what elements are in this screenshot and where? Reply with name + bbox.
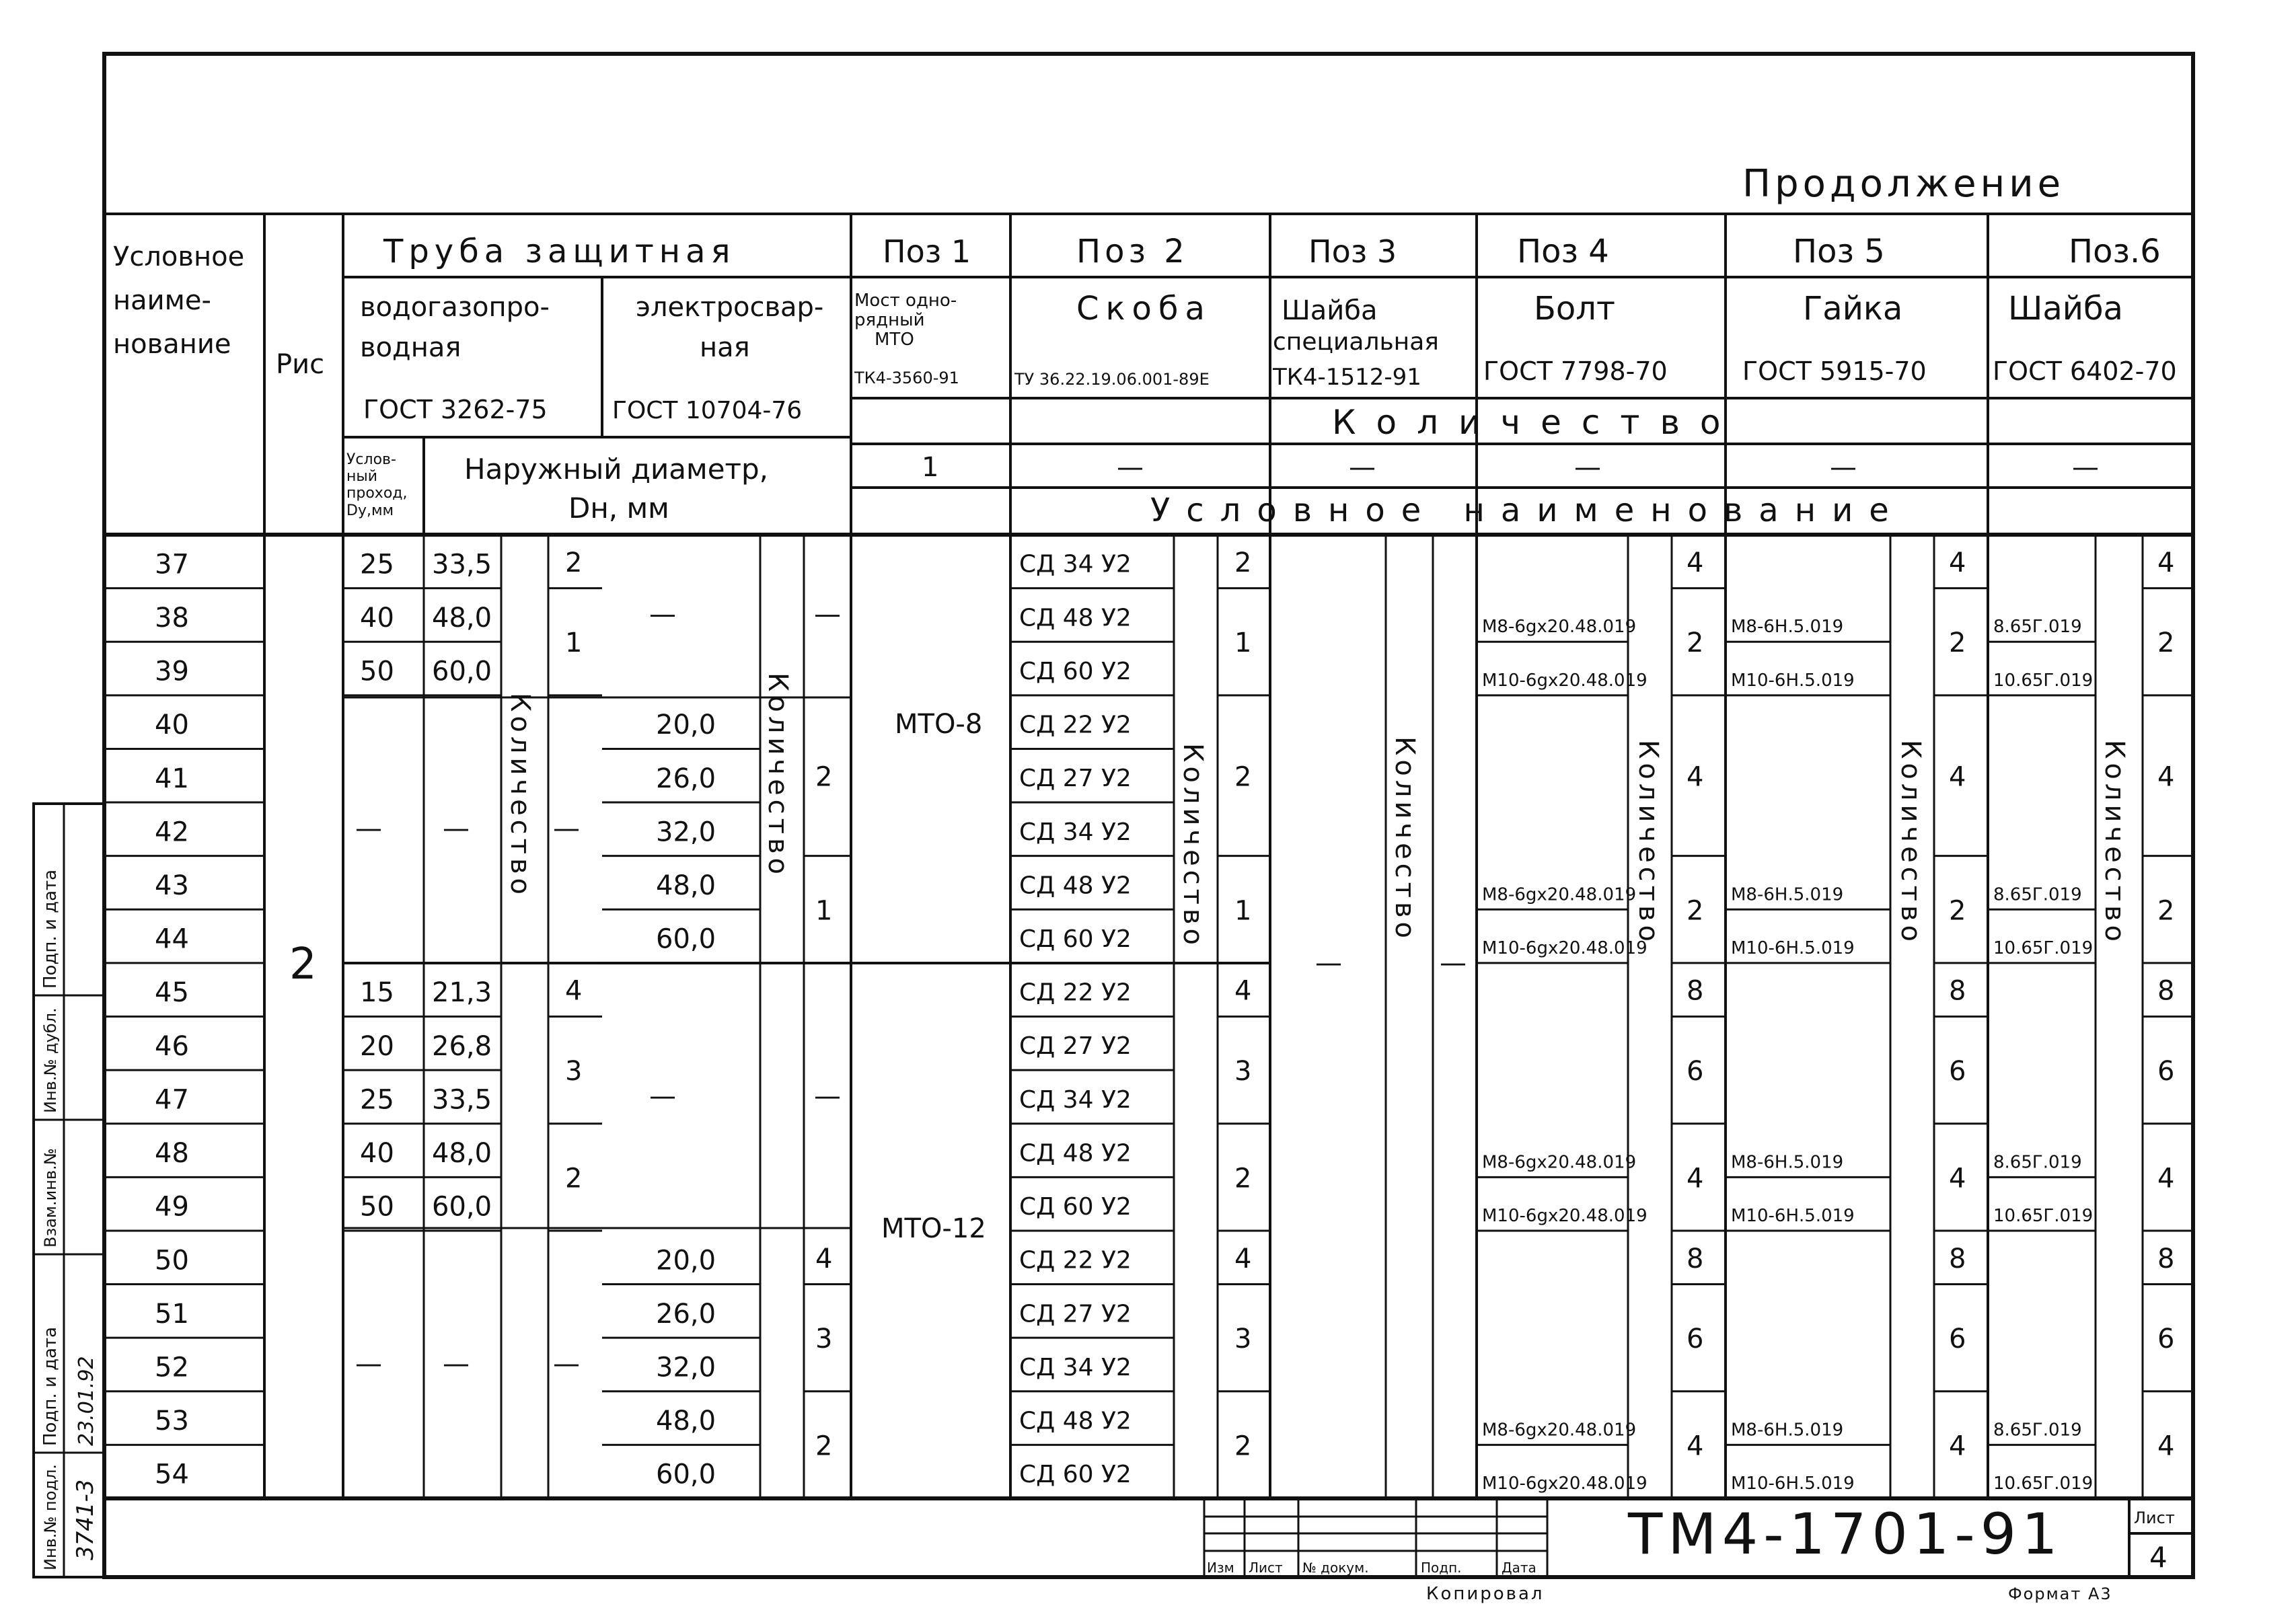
- pipe-a-dash: —: [443, 1348, 470, 1379]
- pipe-a-diameter: 26,8: [432, 1030, 492, 1062]
- pos2-std: ТУ 36.22.19.06.001-89Е: [1014, 370, 1210, 389]
- pipe-a-name-1: водогазопро-: [360, 292, 550, 323]
- pipe-a-qty: 1: [565, 627, 583, 659]
- pos6-qty: 6: [2157, 1056, 2175, 1087]
- side-replace-label: Взам.инв.№: [41, 1148, 60, 1248]
- pos4-value: М8-6gх20.48.019: [1482, 1420, 1637, 1441]
- pos3-vertical-qty: Количество: [1389, 736, 1420, 943]
- pos6-value: 10.65Г.019: [1993, 1474, 2094, 1494]
- row-number: 51: [155, 1298, 189, 1330]
- pipe-a-diameter: 33,5: [432, 549, 492, 580]
- pipe-a-diameter: 48,0: [432, 1138, 492, 1170]
- qty-pos5: —: [1830, 452, 1857, 483]
- pos2-qty: 2: [1234, 1430, 1252, 1462]
- pipe-b-qty: 3: [815, 1324, 833, 1355]
- pipe-b-qty: 2: [815, 761, 833, 793]
- pos5-value: М10-6Н.5.019: [1731, 938, 1855, 958]
- pos6-qty: 4: [2157, 1430, 2175, 1462]
- row-number: 38: [155, 602, 189, 634]
- pipe-a-dash: —: [553, 1348, 580, 1379]
- row-number: 50: [155, 1245, 189, 1276]
- pos2-head: Поз 2: [1076, 233, 1189, 270]
- pipe-b-diameter: 20,0: [656, 1245, 716, 1276]
- pos6-name: Шайба: [2008, 290, 2123, 328]
- pipe-a-qty: 4: [565, 975, 583, 1007]
- pos5-value: М8-6Н.5.019: [1731, 1152, 1844, 1173]
- pipe-a-dash: —: [355, 1348, 382, 1379]
- fig-head: Рис: [276, 349, 325, 380]
- pos5-qty: 4: [1949, 1430, 1966, 1462]
- pipe-cells: [343, 547, 851, 1498]
- pos5-qty: 2: [1949, 895, 1966, 927]
- pos4-value: М8-6gх20.48.019: [1482, 617, 1637, 638]
- pos2-name: Скоба: [1076, 290, 1212, 328]
- pos3-head: Поз 3: [1308, 233, 1397, 270]
- qty-pos2: —: [1117, 452, 1144, 483]
- passage-head-3: проход,: [346, 485, 408, 502]
- qty-pos6: —: [2072, 452, 2099, 483]
- pos6-qty: 8: [2157, 975, 2175, 1007]
- side-date-value: 23.01.92: [75, 1356, 98, 1446]
- side-sign-label-2: Подп. и дата: [40, 869, 61, 989]
- pos4-qty: 2: [1687, 895, 1704, 927]
- pos2-value: СД 60 У2: [1019, 925, 1132, 954]
- sheet-frame: [104, 54, 2193, 1577]
- pos2-value: СД 48 У2: [1019, 1407, 1132, 1435]
- qty-pos3: —: [1349, 452, 1376, 483]
- pipe-b-vertical-qty: Количество: [762, 673, 793, 879]
- pos4-value: М8-6gх20.48.019: [1482, 1152, 1637, 1173]
- pos5-qty: 4: [1949, 761, 1966, 793]
- pos1-value: МТО-12: [881, 1213, 986, 1244]
- pos6-value: 8.65Г.019: [1993, 884, 2082, 905]
- pipe-a-std: ГОСТ 3262-75: [363, 395, 548, 424]
- passage-head-1: Услов-: [346, 451, 396, 468]
- passage-head-4: Dy,мм: [346, 502, 394, 519]
- pipe-b-diameter: 32,0: [656, 1352, 716, 1383]
- pos2-value: СД 34 У2: [1019, 818, 1132, 846]
- pipe-b-qty: 1: [815, 895, 833, 927]
- name-head-2: наиме-: [113, 285, 211, 316]
- pos1-name-2: рядный: [854, 310, 925, 330]
- pos4-name: Болт: [1534, 290, 1615, 328]
- position-cells: [881, 535, 2193, 1498]
- pos5-qty: 6: [1949, 1056, 1966, 1087]
- pipe-a-passage: 50: [360, 1191, 394, 1223]
- qty-pos4: —: [1574, 452, 1601, 483]
- row-number: 46: [155, 1030, 189, 1062]
- pos6-vertical-qty: Количество: [2099, 740, 2130, 946]
- pipe-a-diameter: 21,3: [432, 977, 492, 1009]
- pipe-b-std: ГОСТ 10704-76: [612, 397, 803, 424]
- pipe-b-name-2: ная: [700, 332, 750, 363]
- pos4-qty: 8: [1687, 975, 1704, 1007]
- pos5-qty: 2: [1949, 627, 1966, 659]
- pos2-value: СД 60 У2: [1019, 657, 1132, 685]
- pipe-b-diameter: 48,0: [656, 870, 716, 901]
- pos5-qty: 4: [1949, 1163, 1966, 1194]
- name-head-1: Условное: [113, 241, 245, 272]
- pos6-value: 10.65Г.019: [1993, 1205, 2094, 1226]
- pipe-a-passage: 40: [360, 602, 394, 634]
- pos5-qty: 8: [1949, 975, 1966, 1007]
- pos2-qty: 1: [1234, 627, 1252, 659]
- row-number: 40: [155, 710, 189, 741]
- pos3-dash: —: [1440, 948, 1467, 979]
- pos4-qty: 6: [1687, 1056, 1704, 1087]
- quantity-head: Количество: [1332, 403, 1741, 442]
- fig-value: 2: [289, 940, 317, 989]
- pos6-std: ГОСТ 6402-70: [1993, 356, 2177, 386]
- pos2-qty: 4: [1234, 1243, 1252, 1274]
- pos4-qty: 4: [1687, 547, 1704, 578]
- pos2-value: СД 27 У2: [1019, 1300, 1132, 1328]
- pipe-a-diameter: 33,5: [432, 1084, 492, 1116]
- pos6-qty: 6: [2157, 1324, 2175, 1355]
- pos2-value: СД 60 У2: [1019, 1461, 1132, 1489]
- pipe-a-dash: —: [355, 812, 382, 844]
- stamp-col-date: Дата: [1502, 1560, 1536, 1576]
- pos4-qty: 4: [1687, 1430, 1704, 1462]
- pos4-std: ГОСТ 7798-70: [1483, 356, 1668, 386]
- row-number: 42: [155, 816, 189, 848]
- pos5-value: М10-6Н.5.019: [1731, 670, 1855, 691]
- pos5-name: Гайка: [1803, 290, 1903, 328]
- pipe-b-dash: —: [814, 1080, 841, 1112]
- pos2-qty: 2: [1234, 761, 1252, 793]
- pos1-head: Поз 1: [883, 233, 971, 270]
- pos4-head: Поз 4: [1517, 233, 1609, 270]
- pos6-value: 8.65Г.019: [1993, 617, 2082, 638]
- pipe-b-dash: —: [814, 599, 841, 630]
- pos6-value: 8.65Г.019: [1993, 1420, 2082, 1441]
- pos5-qty: 4: [1949, 547, 1966, 578]
- stamp-col-izm: Изм: [1207, 1560, 1234, 1576]
- pipe-b-diameter: 60,0: [656, 923, 716, 955]
- pos2-qty: 2: [1234, 547, 1252, 578]
- pipe-b-diameter: 26,0: [656, 763, 716, 794]
- pos6-qty: 8: [2157, 1243, 2175, 1274]
- pos5-qty: 6: [1949, 1324, 1966, 1355]
- passage-head-2: ный: [346, 468, 378, 485]
- cond-name-head: Условное наименование: [1150, 492, 1905, 529]
- side-inv-value: 3741-3: [72, 1479, 99, 1560]
- pipe-b-qty: 2: [815, 1430, 833, 1462]
- pipe-b-qty: 4: [815, 1243, 833, 1274]
- pos5-value: М8-6Н.5.019: [1731, 884, 1844, 905]
- pipe-b-name-1: электросвар-: [636, 292, 824, 323]
- pipe-title: Труба защитная: [383, 233, 736, 270]
- side-dup-label: Инв.№ дубл.: [41, 1007, 60, 1113]
- row-number: 44: [155, 923, 189, 955]
- pipe-a-passage: 25: [360, 1084, 394, 1116]
- row-number: 43: [155, 870, 189, 901]
- pipe-a-diameter: 48,0: [432, 602, 492, 634]
- row-numbers: [155, 549, 189, 1490]
- row-number: 54: [155, 1459, 189, 1490]
- pos2-value: СД 48 У2: [1019, 872, 1132, 900]
- pos5-qty: 8: [1949, 1243, 1966, 1274]
- pos1-value: МТО-8: [895, 709, 983, 740]
- pos2-value: СД 34 У2: [1019, 1085, 1132, 1114]
- pipe-b-diameter: 32,0: [656, 816, 716, 848]
- pos2-value: СД 22 У2: [1019, 979, 1132, 1007]
- pos2-qty: 3: [1234, 1324, 1252, 1355]
- pos2-qty: 2: [1234, 1163, 1252, 1194]
- row-number: 52: [155, 1352, 189, 1383]
- pos3-name-2: специальная: [1273, 328, 1439, 356]
- pos4-value: М8-6gх20.48.019: [1482, 884, 1637, 905]
- pos2-value: СД 22 У2: [1019, 1246, 1132, 1274]
- pos4-qty: 4: [1687, 761, 1704, 793]
- pos2-vertical-qty: Количество: [1177, 743, 1208, 950]
- document-code: ТМ4-1701-91: [1628, 1501, 2063, 1567]
- row-number: 41: [155, 763, 189, 794]
- pipe-b-diameter: 20,0: [656, 710, 716, 741]
- pos2-qty: 3: [1234, 1056, 1252, 1087]
- pipe-b-dash: —: [649, 1080, 676, 1112]
- pipe-a-qty: 3: [565, 1056, 583, 1087]
- pos2-qty: 4: [1234, 975, 1252, 1007]
- row-number: 45: [155, 977, 189, 1009]
- pos2-value: СД 34 У2: [1019, 1353, 1132, 1381]
- sheet-label: Лист: [2134, 1508, 2175, 1527]
- pos2-value: СД 22 У2: [1019, 711, 1132, 739]
- pos4-value: М10-6gх20.48.019: [1482, 1205, 1647, 1226]
- pos4-qty: 2: [1687, 627, 1704, 659]
- pipe-a-passage: 50: [360, 656, 394, 687]
- pos2-value: СД 34 У2: [1019, 550, 1132, 578]
- pos5-value: М10-6Н.5.019: [1731, 1205, 1855, 1226]
- pos5-value: М8-6Н.5.019: [1731, 617, 1844, 638]
- continuation-title: Продолжение: [1742, 162, 2065, 206]
- pos5-head: Поз 5: [1793, 233, 1885, 270]
- pos5-value: М8-6Н.5.019: [1731, 1420, 1844, 1441]
- pipe-a-name-2: водная: [360, 332, 461, 363]
- qty-pos1: 1: [922, 452, 939, 483]
- pipe-a-diameter: 60,0: [432, 656, 492, 687]
- pipe-a-diameter: 60,0: [432, 1191, 492, 1223]
- pos1-name-1: Мост одно-: [854, 291, 957, 311]
- pos6-head: Поз.6: [2069, 233, 2161, 270]
- pipe-b-dash: —: [649, 599, 676, 630]
- pipe-b-diameter: 60,0: [656, 1459, 716, 1490]
- sheet-number: 4: [2149, 1541, 2168, 1574]
- pos4-qty: 6: [1687, 1324, 1704, 1355]
- pos2-value: СД 27 У2: [1019, 1032, 1132, 1061]
- pos6-qty: 4: [2157, 1163, 2175, 1194]
- pos6-value: 10.65Г.019: [1993, 938, 2094, 958]
- row-number: 48: [155, 1138, 189, 1170]
- pos6-qty: 4: [2157, 547, 2175, 578]
- pos2-value: СД 27 У2: [1019, 765, 1132, 793]
- stamp-col-sign: Подп.: [1421, 1560, 1462, 1576]
- pipe-a-qty: 2: [565, 547, 583, 578]
- row-number: 37: [155, 549, 189, 580]
- pipe-a-passage: 40: [360, 1138, 394, 1170]
- stamp-col-doc: № докум.: [1302, 1560, 1369, 1576]
- copied-label: Копировал: [1426, 1584, 1545, 1604]
- pos6-value: 8.65Г.019: [1993, 1152, 2082, 1173]
- pos5-std: ГОСТ 5915-70: [1742, 356, 1927, 386]
- pipe-a-vertical-qty: Количество: [505, 693, 535, 899]
- pos2-value: СД 48 У2: [1019, 604, 1132, 632]
- pipe-b-diameter: 48,0: [656, 1406, 716, 1437]
- pos6-qty: 2: [2157, 895, 2175, 927]
- row-number: 47: [155, 1084, 189, 1116]
- stamp-col-list: Лист: [1249, 1560, 1283, 1576]
- pos4-qty: 8: [1687, 1243, 1704, 1274]
- pos6-value: 10.65Г.019: [1993, 670, 2094, 691]
- diam-head-2: Dн, мм: [568, 492, 669, 525]
- name-head-3: нование: [113, 329, 231, 360]
- diam-head-1: Наружный диаметр,: [464, 453, 769, 486]
- pos3-dash: —: [1315, 948, 1342, 979]
- pipe-a-qty: 2: [565, 1163, 583, 1194]
- pos5-vertical-qty: Количество: [1895, 740, 1926, 946]
- row-number: 39: [155, 656, 189, 687]
- row-number: 49: [155, 1191, 189, 1223]
- pos2-value: СД 48 У2: [1019, 1139, 1132, 1168]
- pipe-a-dash: —: [443, 812, 470, 844]
- pos1-name-4: ТК4-3560-91: [854, 369, 959, 387]
- pos4-vertical-qty: Количество: [1633, 740, 1664, 946]
- pos4-qty: 4: [1687, 1163, 1704, 1194]
- pos6-qty: 4: [2157, 761, 2175, 793]
- side-inv-label: Инв.№ подл.: [41, 1464, 60, 1570]
- pipe-a-dash: —: [553, 812, 580, 844]
- pos4-value: М10-6gх20.48.019: [1482, 670, 1647, 691]
- format-label: Формат А3: [2008, 1584, 2112, 1603]
- pos2-qty: 1: [1234, 895, 1252, 927]
- pipe-a-passage: 25: [360, 549, 394, 580]
- pos2-value: СД 60 У2: [1019, 1193, 1132, 1221]
- pos1-name-3: МТО: [875, 330, 914, 350]
- side-sign-label-1: Подп. и дата: [40, 1326, 61, 1446]
- pos5-value: М10-6Н.5.019: [1731, 1474, 1855, 1494]
- pos4-value: М10-6gх20.48.019: [1482, 1474, 1647, 1494]
- pos3-name-1: Шайба: [1282, 295, 1378, 326]
- pos4-value: М10-6gх20.48.019: [1482, 938, 1647, 958]
- pipe-a-passage: 20: [360, 1030, 394, 1062]
- pos6-qty: 2: [2157, 627, 2175, 659]
- row-number: 53: [155, 1406, 189, 1437]
- pos3-name-3: ТК4-1512-91: [1273, 364, 1421, 391]
- pipe-b-diameter: 26,0: [656, 1298, 716, 1330]
- pipe-a-passage: 15: [360, 977, 394, 1009]
